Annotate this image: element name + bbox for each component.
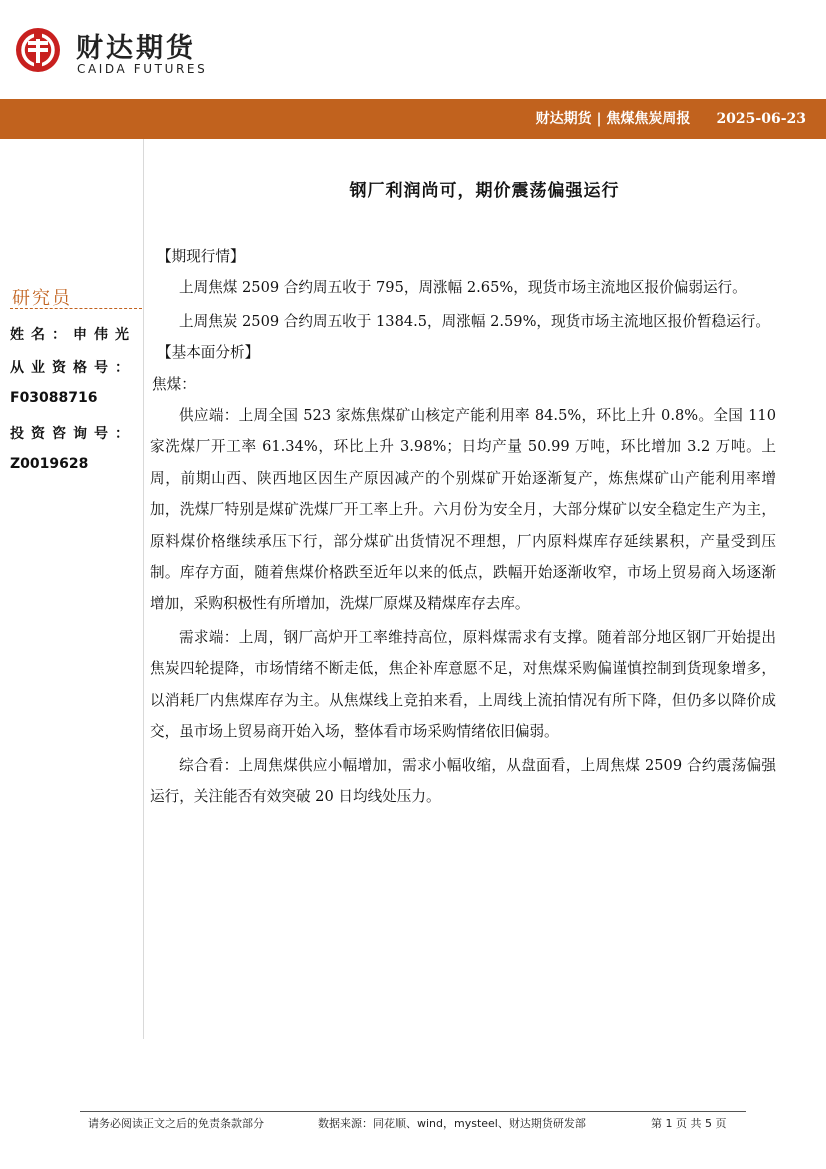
paragraph-supply: 供应端：上周全国 523 家炼焦煤矿山核定产能利用率 84.5%，环比上升 0.8%。全国 110 家洗煤厂开工率 61.34%，环比上升 3.98%；日均产量 50.99 万吨，环比增加 3.2 万吨。上周，前期山西、陕西地区因生产原因减产的个别煤矿开始逐渐复产，炼焦煤矿山产能利用率增加，洗煤厂特别是煤矿洗煤厂开工率上升。六月份为安全月，大部分煤矿以安全稳定生产为主，原料煤价格继续承压下行，部分煤矿出货情况不理想，厂内原料煤库存延续累积，产量受到压制。库存方面，随着焦煤价格跌至近年以来的低点，跌幅开始逐渐收窄，市场上贸易商入场逐渐增加，采购积极性有所增加，洗煤厂原煤及精煤库存去库。 (150, 407, 776, 613)
company-logo (14, 20, 234, 80)
header-band-text (536, 99, 806, 139)
logo-english-name: CAIDA FUTURES (77, 62, 208, 76)
researcher-heading: 研究员 (12, 288, 72, 309)
report-body (150, 241, 776, 812)
section-heading-fundamentals: 【基本面分析】 (157, 344, 260, 362)
logo-chinese-name: 财达期货 (76, 33, 196, 64)
footer-divider (80, 1111, 746, 1112)
paragraph-demand: 需求端：上周，钢厂高炉开工率维持高位，原料煤需求有支撑。随着部分地区钢厂开始提出焦炭四轮提降，市场情绪不断走低，焦企补库意愿不足，对焦煤采购偏谨慎控制到货现象增多，以消耗厂内焦煤库存为主。从焦煤线上竞拍来看，上周线上流拍情况有所下降，但仍多以降价成交，虽市场上贸易商开始入场，整体看市场采购情绪依旧偏弱。 (150, 628, 776, 741)
logo-mark-icon (14, 26, 62, 74)
footer-disclaimer: 请务必阅读正文之后的免责条款部分 (88, 1117, 264, 1130)
sidebar-divider (143, 139, 144, 1039)
report-series: 财达期货 | 焦煤焦炭周报 (535, 111, 691, 127)
footer-page-number: 第 1 页 共 5 页 (651, 1117, 727, 1130)
paragraph-summary: 综合看：上周焦煤供应小幅增加，需求小幅收缩，从盘面看，上周焦煤 2509 合约震荡偏强运行，关注能否有效突破 20 日均线处压力。 (150, 756, 776, 805)
paragraph-coke-price: 上周焦炭 2509 合约周五收于 1384.5，周涨幅 2.59%，现货市场主流地区报价暂稳运行。 (179, 312, 770, 330)
report-date: 2025-06-23 (716, 111, 806, 127)
qualification-label: 从业资格号： (10, 360, 136, 376)
consulting-label: 投资咨询号： (10, 426, 136, 442)
researcher-divider (10, 308, 142, 309)
report-title: 钢厂利润尚可，期价震荡偏强运行 (349, 181, 620, 201)
researcher-panel (10, 284, 136, 472)
header-band (0, 99, 826, 139)
consulting-number: Z0019628 (10, 456, 89, 472)
footer-data-source: 数据来源：同花顺、wind，mysteel、财达期货研发部 (318, 1117, 586, 1130)
subheading-coking-coal: 焦煤： (152, 375, 196, 393)
paragraph-coking-coal-price: 上周焦煤 2509 合约周五收于 795，周涨幅 2.65%，现货市场主流地区报价偏弱运行。 (179, 279, 747, 297)
researcher-name: 姓名：申伟光 (10, 327, 136, 343)
qualification-number: F03088716 (10, 390, 98, 406)
section-heading-market: 【期现行情】 (157, 248, 245, 265)
